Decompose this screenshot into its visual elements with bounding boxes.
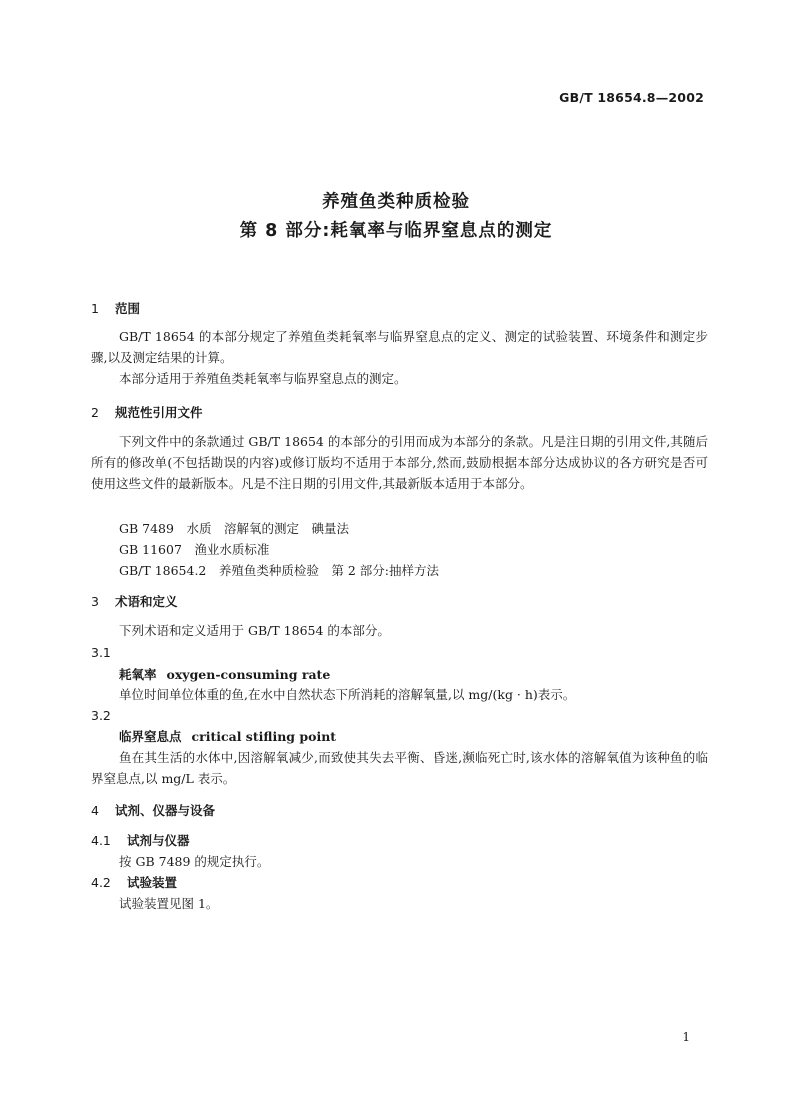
subsection-number: 4.1 [91,833,111,848]
section-heading-normative-references [91,403,203,421]
subsection-title: 试验装置 [127,875,178,890]
document-subtitle: 第 8 部分:耗氧率与临界窒息点的测定 [239,221,553,241]
section-number: 2 [91,405,99,420]
section-heading-terms [91,592,178,610]
paragraph: 下列术语和定义适用于 GB/T 18654 的本部分。 [119,623,390,638]
section-number: 4 [91,803,99,818]
term-chinese: 临界窒息点 [119,729,182,744]
term-chinese: 耗氧率 [119,667,157,682]
term-definition: 单位时间单位体重的鱼,在水中自然状态下所消耗的溶解氧量,以 mg/(kg · h)表示。 [119,687,576,702]
paragraph: 本部分适用于养殖鱼类耗氧率与临界窒息点的测定。 [119,371,407,386]
section-title: 试剂、仪器与设备 [115,803,216,818]
subsection-heading [91,873,177,891]
subsection-title: 试剂与仪器 [127,833,190,848]
term-english: critical stifling point [191,729,337,744]
term-definition: 鱼在其生活的水体中,因溶解氧减少,而致使其失去平衡、昏迷,濒临死亡时,该水体的溶解氧值为该种鱼的临界窒息点,以 mg/L 表示。 [91,750,708,786]
section-title: 范围 [115,301,141,316]
subsection-heading [91,831,190,849]
term-entry [119,727,336,745]
term-number: 3.1 [91,645,111,660]
section-number: 3 [91,594,99,609]
reference-item: GB/T 18654.2 养殖鱼类种质检验 第 2 部分:抽样方法 [119,563,439,578]
standard-code: GB/T 18654.8—2002 [559,90,704,105]
paragraph: 按 GB 7489 的规定执行。 [119,854,270,869]
section-number: 1 [91,301,99,316]
document-title: 养殖鱼类种质检验 [322,192,470,212]
section-heading-reagents [91,801,215,819]
paragraph: 试验装置见图 1。 [119,896,219,911]
section-heading-scope [91,299,140,317]
term-english: oxygen-consuming rate [166,667,331,682]
reference-item: GB 7489 水质 溶解氧的测定 碘量法 [119,521,349,536]
paragraph: GB/T 18654 的本部分规定了养殖鱼类耗氧率与临界窒息点的定义、测定的试验装置、环境条件和测定步骤,以及测定结果的计算。 [91,329,708,365]
section-title: 术语和定义 [115,594,178,609]
paragraph: 下列文件中的条款通过 GB/T 18654 的本部分的引用而成为本部分的条款。凡是注日期的引用文件,其随后所有的修改单(不包括勘误的内容)或修订版均不适用于本部分,然而,鼓励根据本部分达成协议的各方研究是否可使用这些文件的最新版本。凡是不注日期的引用文件,其最新版本适用于本部分。 [91,434,708,491]
term-entry [119,665,330,683]
section-title: 规范性引用文件 [115,405,203,420]
reference-item: GB 11607 渔业水质标准 [119,542,270,557]
page-number: 1 [682,1030,690,1044]
term-number: 3.2 [91,708,111,723]
subsection-number: 4.2 [91,875,111,890]
